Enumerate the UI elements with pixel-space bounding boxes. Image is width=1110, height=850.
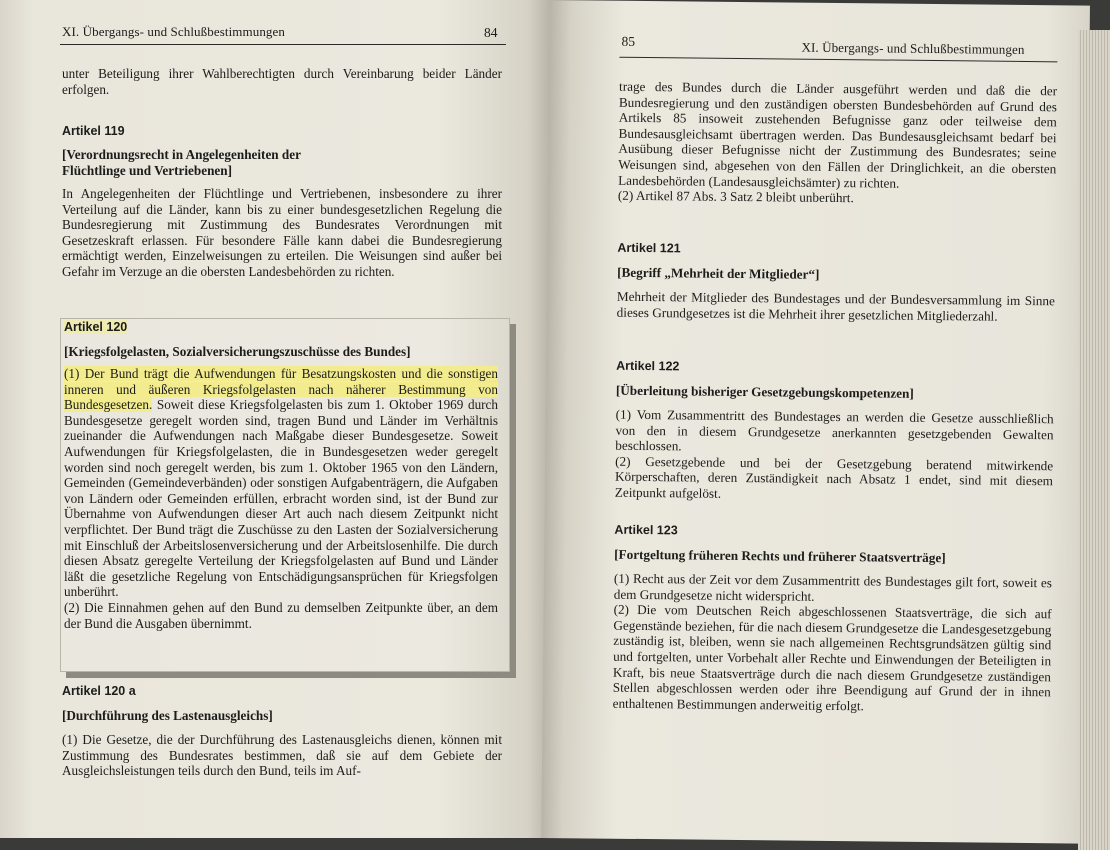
- right-intro-paragraph-1: trage des Bundes durch die Länder ausgeführt werden und daß die der Bundesregierung und den zuständigen obersten Bundesbehörden auf Grund des Artikels 85 insoweit zustehenden Befugnisse ganz oder teilweise dem Bundesausgleichsamt übertragen werden. Das Bundesausgleichsamt bedarf bei Ausübung dieser Befugnisse nicht der Zustimmung des Bundesrates; seine Weisungen sind, abgesehen von den Fällen der Dringlichkeit, an die obersten Landesbehörden (Landesausgleichsämter) zu richten.: [618, 78, 1058, 191]
- article-120-subtitle: [Kriegsfolgelasten, Sozialversicherungszuschüsse des Bundes]: [64, 344, 411, 359]
- article-123-paragraph-1: (1) Recht aus der Zeit vor dem Zusammentritt des Bundestages gilt fort, soweit es dem Grundgesetze nicht widerspricht.: [613, 570, 1053, 604]
- article-120-paragraph-2: (2) Die Einnahmen gehen auf den Bund zu demselben Zeitpunkte über, an dem der Bund die Ausgaben übernimmt.: [64, 599, 498, 631]
- left-running-header: XI. Übergangs- und Schlußbestimmungen: [62, 24, 285, 39]
- right-page-number: 85: [621, 33, 636, 49]
- article-122-text: [615, 407, 1054, 505]
- article-120-highlighted-text: (1) Der Bund trägt die Aufwendungen für Besatzungskosten und die sonstigen inneren und äußeren Kriegsfolgelasten nach näherer Bestimmung von Bundesgesetzen.: [64, 366, 498, 413]
- right-intro-paragraph-2: (2) Artikel 87 Abs. 3 Satz 2 bleibt unberührt.: [617, 187, 854, 206]
- article-119-title: Artikel 119: [62, 124, 125, 138]
- article-121-subtitle: [Begriff „Mehrheit der Mitglieder“]: [617, 264, 820, 282]
- article-119-text: In Angelegenheiten der Flüchtlinge und Vertriebenen, insbesondere zu ihrer Verteilung auf die Länder, kann bis zu einer bundesgesetzlichen Regelung die Bundesregierung mit Zustimmung des Bundesrates Verordnungen mit Gesetzeskraft erlassen. Für besondere Fälle kann dabei die Bundesregierung ermächtigt werden, Einzelweisungen zu erteilen. Die Weisungen sind außer bei Gefahr im Verzuge an die obersten Landesbehörden zu richten.: [62, 186, 502, 279]
- article-123-paragraph-2: (2) Die vom Deutschen Reich abgeschlossenen Staatsverträge, die sich auf Gegenstände beziehen, für die nach diesem Grundgesetze die Landesgesetzgebung zuständig ist, bleiben, wenn sie nach allgemeinen Rechtsgrundsätzen gültig sind und fortgelten, unter Vorbehalt aller Rechte und Einwendungen der Beteiligten in Kraft, bis neue Staatsverträge durch die nach diesem Grundgesetze zuständigen Stellen abgeschlossen werden oder ihre Beendigung auf Grund der in ihnen enthaltenen Bestimmungen anderweitig erfolgt.: [612, 601, 1052, 714]
- article-123-text: [613, 571, 1052, 716]
- article-122-paragraph-2: (2) Gesetzgebende und bei der Gesetzgebung beratend mitwirkende Körperschaften, deren Zuständigkeit nach Absatz 1 endet, sind mit diesem Zeitpunkt aufgelöst.: [614, 453, 1054, 501]
- left-page-number: 84: [484, 25, 498, 40]
- article-122-paragraph-1: (1) Vom Zusammentritt des Bundestages an werden die Gesetze ausschließlich von den in diesem Grundgesetze anerkannten gesetzgebenden Gewalten beschlossen.: [615, 406, 1054, 454]
- article-120-title-text: Artikel 120: [64, 320, 128, 334]
- right-intro-text: [618, 79, 1057, 208]
- left-header-rule: [60, 44, 506, 45]
- left-intro-text: unter Beteiligung ihrer Wahlberechtigten durch Vereinbarung beider Länder erfolgen.: [62, 66, 502, 97]
- article-123-subtitle: [Fortgeltung früheren Rechts und früherer Staatsverträge]: [614, 546, 946, 566]
- article-123-title: Artikel 123: [614, 522, 678, 538]
- article-120a-title: Artikel 120 a: [62, 684, 136, 698]
- right-running-header: XI. Übergangs- und Schlußbestimmungen: [801, 39, 1025, 57]
- article-120a-text: (1) Die Gesetze, die der Durchführung des Lastenausgleichs dienen, können mit Zustimmung des Bundesrates bestimmen, daß sie auf dem Gebiete der Ausgleichsleistungen teils durch den Bund, teils im Auf-: [62, 732, 502, 779]
- article-121-text: Mehrheit der Mitglieder des Bundestages und der Bundesversammlung im Sinne dieses Grundgesetzes ist die Mehrheit ihrer gesetzlichen Mitgliederzahl.: [616, 288, 1055, 324]
- article-120a-subtitle: [Durchführung des Lastenausgleichs]: [62, 708, 273, 723]
- article-121-title: Artikel 121: [617, 240, 681, 256]
- article-120-text: [64, 366, 498, 631]
- article-119-subtitle: [Verordnungsrecht in Angelegenheiten der Flüchtlinge und Vertriebenen]: [62, 147, 301, 178]
- article-120-text-rest: Soweit diese Kriegsfolgelasten bis zum 1. Oktober 1969 durch Bundesgesetze geregelt worden sind, tragen Bund und Länder im Verhältnis zueinander die Aufwendungen nach Maßgabe dieser Bundesgesetze. Soweit Aufwendungen für Kriegsfolgelasten, die in Bundesgesetzen weder geregelt worden sind noch geregelt werden, bis zum 1. Oktober 1965 von den Ländern, Gemeinden (Gemeindeverbänden) oder sonstigen Aufgabenträgern, die Aufgaben von Ländern oder Gemeinden erfüllen, erbracht worden sind, ist der Bund zur Übernahme von Aufwendungen dieser Art auch nach diesem Zeitpunkt nicht verpflichtet. Der Bund trägt die Zuschüsse zu den Lasten der Sozialversicherung mit Einschluß der Arbeitslosenversicherung und der Arbeitslosenhilfe. Die durch diesen Absatz geregelte Verteilung der Kriegsfolgelasten auf Bund und Länder läßt die gesetzliche Regelung von Entschädigungsansprüchen für Kriegsfolgen unberührt.: [64, 397, 498, 600]
- article-122-subtitle: [Überleitung bisheriger Gesetzgebungskompetenzen]: [615, 382, 914, 401]
- article-122-title: Artikel 122: [616, 358, 680, 374]
- right-page: [541, 0, 1090, 844]
- page-edges: [1078, 30, 1110, 850]
- article-120-title: [64, 320, 127, 334]
- left-page: [0, 0, 550, 838]
